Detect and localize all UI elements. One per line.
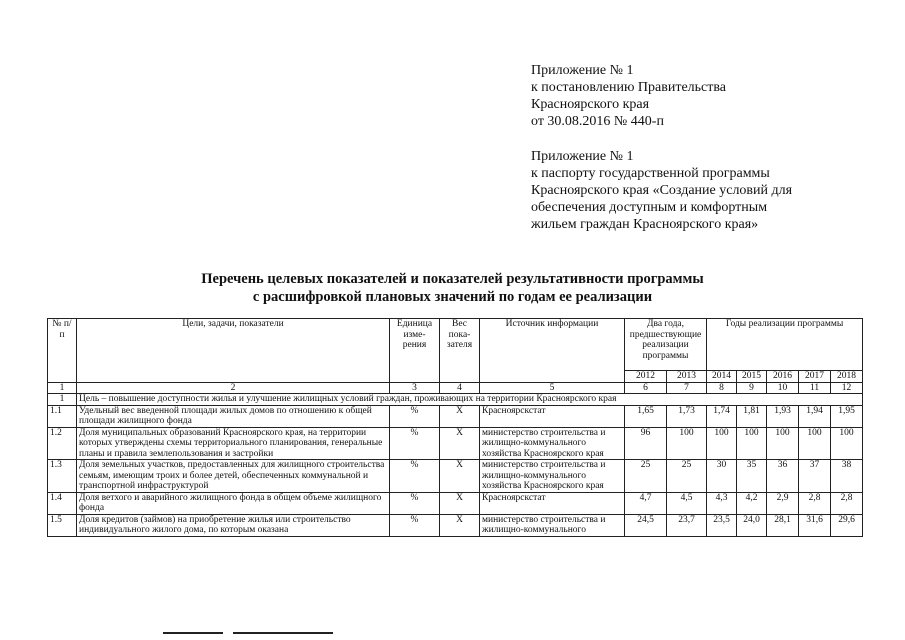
row-source: Красноярскстат — [480, 405, 625, 427]
row-weight: Х — [440, 427, 480, 460]
title-line: с расшифровкой плановых значений по годам ее реализации — [252, 289, 653, 305]
row-weight: Х — [440, 514, 480, 536]
page-edge-mark — [233, 632, 333, 634]
row-value: 2,8 — [799, 492, 831, 514]
row-value: 100 — [831, 427, 863, 460]
document-title — [0, 270, 905, 306]
column-number: 12 — [831, 382, 863, 394]
row-value: 37 — [799, 460, 831, 493]
year-cell: 2018 — [831, 371, 863, 383]
goal-row — [48, 394, 863, 406]
header-program-years: Годы реализации программы — [707, 319, 863, 371]
row-source: министерство строительства и жилищно-коммунального — [480, 514, 625, 536]
annex-block-decree — [531, 62, 726, 130]
column-number: 11 — [799, 382, 831, 394]
row-value: 100 — [737, 427, 767, 460]
row-num: 1.4 — [48, 492, 77, 514]
column-number: 7 — [667, 382, 707, 394]
table-column-number-row — [48, 382, 863, 394]
row-value: 38 — [831, 460, 863, 493]
annex-line: к паспорту государственной программы — [531, 166, 770, 181]
annex-line: от 30.08.2016 № 440-п — [531, 114, 664, 129]
row-unit: % — [390, 427, 440, 460]
row-value: 4,7 — [625, 492, 667, 514]
row-value: 4,2 — [737, 492, 767, 514]
header-weight: Вес пока- зателя — [440, 319, 480, 383]
row-value: 1,81 — [737, 405, 767, 427]
table-header-row — [48, 319, 863, 371]
column-number: 1 — [48, 382, 77, 394]
row-value: 96 — [625, 427, 667, 460]
column-number: 6 — [625, 382, 667, 394]
column-number: 5 — [480, 382, 625, 394]
row-source: министерство строительства и жилищно-коммунального хозяйства Красноярского края — [480, 460, 625, 493]
row-source: Красноярскстат — [480, 492, 625, 514]
row-value: 35 — [737, 460, 767, 493]
header-num: № п/п — [48, 319, 77, 383]
row-value: 24,5 — [625, 514, 667, 536]
year-cell: 2017 — [799, 371, 831, 383]
annex-line: к постановлению Правительства — [531, 80, 727, 95]
row-value: 28,1 — [767, 514, 799, 536]
row-value: 31,6 — [799, 514, 831, 536]
annex-line: Приложение № 1 — [531, 63, 634, 78]
row-value: 23,7 — [667, 514, 707, 536]
row-indicator: Доля земельных участков, предоставленных для жилищного строительства семьям, имеющим троих и более детей, обеспеченных коммунальной и транспортной инфраструктурой — [77, 460, 390, 493]
column-number: 3 — [390, 382, 440, 394]
row-value: 1,93 — [767, 405, 799, 427]
row-value: 2,8 — [831, 492, 863, 514]
row-weight: Х — [440, 492, 480, 514]
row-value: 1,74 — [707, 405, 737, 427]
annex-line: жильем граждан Красноярского края» — [531, 217, 759, 232]
header-goals: Цели, задачи, показатели — [77, 319, 390, 383]
goal-text: Цель – повышение доступности жилья и улучшение жилищных условий граждан, проживающих на территории Красноярского края — [77, 394, 863, 406]
column-number: 9 — [737, 382, 767, 394]
row-num: 1.3 — [48, 460, 77, 493]
table-row — [48, 405, 863, 427]
year-cell: 2013 — [667, 371, 707, 383]
row-value: 100 — [667, 427, 707, 460]
year-cell: 2014 — [707, 371, 737, 383]
annex-line: обеспечения доступным и комфортным — [531, 200, 768, 215]
table-row — [48, 492, 863, 514]
column-number: 4 — [440, 382, 480, 394]
row-value: 29,6 — [831, 514, 863, 536]
year-cell: 2015 — [737, 371, 767, 383]
row-value: 100 — [707, 427, 737, 460]
goal-num: 1 — [48, 394, 77, 406]
annex-line: Красноярского края — [531, 97, 650, 112]
annex-line: Красноярского края «Создание условий для — [531, 183, 793, 198]
row-value: 1,94 — [799, 405, 831, 427]
row-unit: % — [390, 460, 440, 493]
table-row — [48, 427, 863, 460]
header-unit: Единица изме- рения — [390, 319, 440, 383]
column-number: 2 — [77, 382, 390, 394]
row-value: 4,5 — [667, 492, 707, 514]
row-indicator: Доля ветхого и аварийного жилищного фонда в общем объеме жилищного фонда — [77, 492, 390, 514]
row-value: 36 — [767, 460, 799, 493]
row-source: министерство строительства и жилищно-коммунального хозяйства Красноярского края — [480, 427, 625, 460]
year-cell: 2016 — [767, 371, 799, 383]
row-value: 4,3 — [707, 492, 737, 514]
row-value: 25 — [625, 460, 667, 493]
header-prior-years: Два года, предшествующие реализации программы — [625, 319, 707, 371]
row-value: 2,9 — [767, 492, 799, 514]
annex-block-program-passport — [531, 148, 792, 233]
title-line: Перечень целевых показателей и показателей результативности программы — [201, 271, 704, 287]
row-num: 1.2 — [48, 427, 77, 460]
row-value: 100 — [767, 427, 799, 460]
row-value: 30 — [707, 460, 737, 493]
row-indicator: Удельный вес введенной площади жилых домов по отношению к общей площади жилищного фонда — [77, 405, 390, 427]
row-value: 1,65 — [625, 405, 667, 427]
row-weight: Х — [440, 460, 480, 493]
row-value: 23,5 — [707, 514, 737, 536]
annex-line: Приложение № 1 — [531, 149, 634, 164]
row-unit: % — [390, 514, 440, 536]
column-number: 8 — [707, 382, 737, 394]
row-value: 25 — [667, 460, 707, 493]
year-cell: 2012 — [625, 371, 667, 383]
row-num: 1.1 — [48, 405, 77, 427]
row-num: 1.5 — [48, 514, 77, 536]
row-indicator: Доля кредитов (займов) на приобретение жилья или строительство индивидуального жилого дома, по которым оказана — [77, 514, 390, 536]
row-value: 1,95 — [831, 405, 863, 427]
row-unit: % — [390, 492, 440, 514]
row-weight: Х — [440, 405, 480, 427]
table-row — [48, 460, 863, 493]
column-number: 10 — [767, 382, 799, 394]
row-value: 1,73 — [667, 405, 707, 427]
row-indicator: Доля муниципальных образований Красноярского края, на территории которых утверждены схемы территориального планирования, генеральные планы и правила землепользования и застройки — [77, 427, 390, 460]
row-value: 24,0 — [737, 514, 767, 536]
page-edge-mark — [163, 632, 223, 634]
row-value: 100 — [799, 427, 831, 460]
header-source: Источник информации — [480, 319, 625, 383]
indicators-table — [47, 318, 863, 537]
table-row — [48, 514, 863, 536]
row-unit: % — [390, 405, 440, 427]
